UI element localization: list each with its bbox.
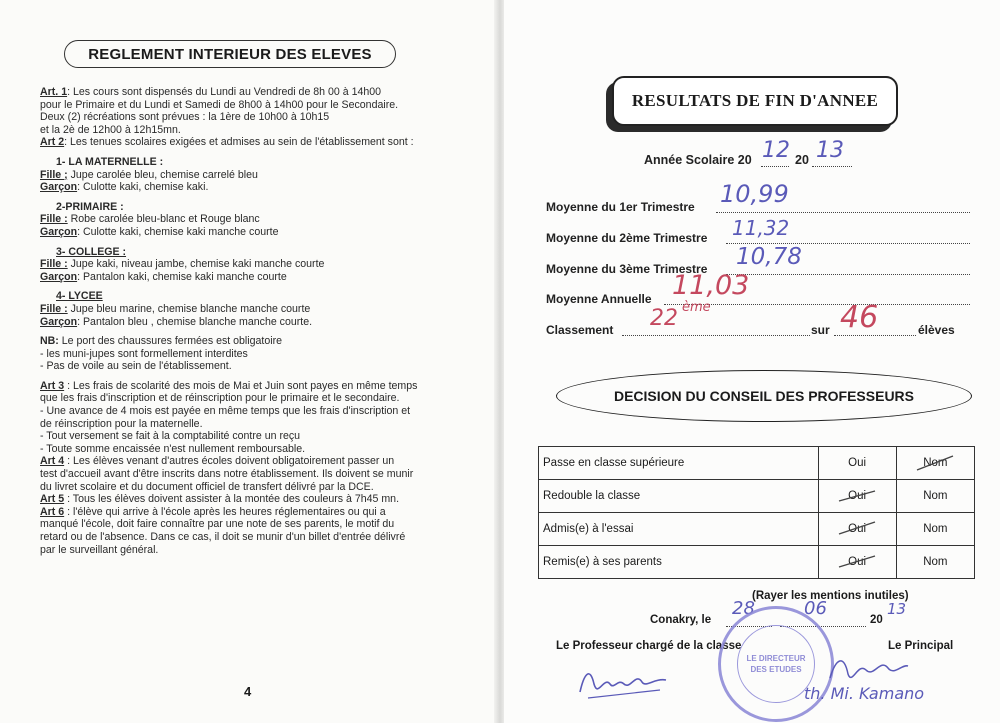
- art1-line: pour le Primaire et du Lundi et Samedi de 8h00 à 14h00 pour le Secondaire.: [40, 98, 399, 111]
- dotted-line: [716, 212, 970, 213]
- moyenne-3-value: 10,78: [736, 244, 802, 270]
- art5-text: : Tous les élèves doivent assister à la montée des couleurs à 7h45 mn.: [64, 493, 400, 506]
- results-title: RESULTATS DE FIN D'ANNEE: [612, 76, 898, 126]
- fille-line: [40, 303, 480, 316]
- option-oui[interactable]: [818, 480, 896, 513]
- art2-text: : Les tenues scolaires exigées et admises au sein de l'établissement sont :: [64, 136, 414, 149]
- sur-label: sur: [811, 323, 830, 337]
- art4-line: du livret scolaire et du document officiel de transfert délivré par la DCE.: [40, 480, 374, 493]
- strike-mark: [837, 553, 877, 571]
- section-primaire: 2-PRIMAIRE :: [56, 200, 124, 213]
- rules-body: [40, 86, 480, 556]
- decision-table: [538, 446, 975, 579]
- dotted-line: [761, 166, 789, 167]
- dotted-line: [726, 274, 970, 275]
- moyenne-1-label: Moyenne du 1er Trimestre: [546, 200, 695, 214]
- art6-label: Art 6: [40, 505, 65, 518]
- official-stamp: [718, 606, 834, 722]
- art5-label: Art 5: [40, 493, 65, 506]
- garcon-label: Garçon: [40, 181, 78, 194]
- nb-line: [40, 335, 480, 348]
- art3-line: - Toute somme encaissée n'est nullement remboursable.: [40, 442, 306, 455]
- garcon-text: : Culotte kaki, chemise kaki.: [77, 181, 209, 194]
- fille-label: Fille ;: [40, 168, 68, 181]
- stamp-line: LE DIRECTEUR: [746, 654, 806, 663]
- fille-line: [40, 213, 480, 226]
- moyenne-2-label: Moyenne du 2ème Trimestre: [546, 231, 708, 245]
- art3-line: - Tout versement se fait à la comptabilité contre un reçu: [40, 430, 301, 443]
- non-text: Nom: [923, 457, 948, 469]
- garcon-label: Garçon: [40, 315, 78, 328]
- section-lycee: 4- LYCEE: [56, 290, 103, 303]
- annee-scolaire-label: Année Scolaire 20: [644, 153, 752, 167]
- art6-line: retard ou de l'absence. Dans ce cas, il doit se munir d'un billet d'entrée délivré: [40, 531, 406, 543]
- option-non[interactable]: [896, 447, 974, 480]
- classement-label: Classement: [546, 323, 614, 337]
- art2: [40, 136, 480, 149]
- principal-signature: [822, 648, 912, 688]
- moyenne-2-value: 11,32: [732, 216, 790, 240]
- art6-line: : l'élève qui arrive à l'école après les heures réglementaires ou qui a: [64, 505, 386, 518]
- art3-line: : Les frais de scolarité des mois de Mai et Juin sont payes en même temps: [64, 379, 418, 392]
- art1-label: Art. 1: [40, 86, 68, 98]
- option-non[interactable]: [896, 480, 974, 513]
- eleves-label: élèves: [918, 323, 955, 337]
- fille-label: Fille :: [40, 213, 68, 226]
- dotted-line: [834, 335, 916, 336]
- fille-label: Fille :: [40, 302, 68, 315]
- dotted-line: [622, 335, 810, 336]
- rayer-mentions: (Rayer les mentions inutiles): [752, 590, 909, 602]
- fille-text: Jupe bleu marine, chemise blanche manche courte: [67, 302, 311, 315]
- moyenne-1-value: 10,99: [720, 180, 789, 208]
- professeur-label: Le Professeur chargé de la classe: [556, 640, 742, 652]
- garcon-text: : Pantalon kaki, chemise kaki manche courte: [77, 270, 287, 283]
- garcon-text: : Culotte kaki, chemise kaki manche courte: [77, 225, 279, 238]
- art3-line: que les frais d'inscription et de réinscription pour le primaire et le secondaire.: [40, 392, 400, 405]
- fille-line: [40, 258, 480, 271]
- art6-line: manqué l'école, doit faire connaître par une note de ses parents, le motif du: [40, 518, 395, 531]
- garcon-label: Garçon: [40, 270, 78, 283]
- strike-mark: [837, 487, 877, 505]
- table-row: [539, 513, 975, 546]
- table-row: [539, 480, 975, 513]
- right-page: [504, 0, 1000, 723]
- art4-label: Art 4: [40, 455, 65, 468]
- decision-label: Admis(e) à l'essai: [539, 513, 819, 546]
- lieu-label: Conakry, le: [650, 614, 712, 626]
- decision-label: Redouble la classe: [539, 480, 819, 513]
- garcon-label: Garçon: [40, 225, 78, 238]
- classement-suffix: ème: [682, 300, 711, 315]
- date-month: 06: [804, 598, 827, 619]
- art3-line: - Une avance de 4 mois est payée en même temps que les frais d'inscription et: [40, 405, 411, 418]
- option-oui[interactable]: [818, 447, 896, 480]
- art6-line: par le surveillant général.: [40, 543, 159, 556]
- art1: [40, 86, 480, 99]
- garcon-line: [40, 271, 480, 284]
- moyenne-3-label: Moyenne du 3ème Trimestre: [546, 262, 708, 276]
- option-oui[interactable]: [818, 513, 896, 546]
- fille-text: Jupe carolée bleu, chemise carrelé bleu: [67, 168, 258, 181]
- art3-label: Art 3: [40, 379, 65, 392]
- garcon-line: [40, 226, 480, 239]
- strike-mark: [837, 520, 877, 538]
- sur-value: 46: [840, 300, 879, 335]
- art4-line: : Les élèves venant d'autres écoles doivent obligatoirement passer un: [64, 455, 395, 468]
- oui-text: Oui: [848, 457, 867, 469]
- decision-title: DECISION DU CONSEIL DES PROFESSEURS: [556, 370, 972, 422]
- non-text: Nom: [923, 490, 948, 502]
- art1-line: : Les cours sont dispensés du Lundi au Vendredi de 8h 00 à 14h00: [67, 86, 382, 98]
- art4: [40, 455, 480, 468]
- fille-label: Fille :: [40, 258, 68, 271]
- page-number: 4: [244, 684, 252, 699]
- date-day: 28: [732, 598, 755, 619]
- oui-text: Oui: [848, 556, 867, 568]
- non-text: Nom: [923, 556, 948, 568]
- left-page: [0, 0, 496, 723]
- date-year-prefix: 20: [870, 614, 883, 626]
- principal-label: Le Principal: [888, 640, 954, 652]
- art3: [40, 380, 480, 393]
- non-text: Nom: [923, 523, 948, 535]
- table-row: [539, 447, 975, 480]
- oui-text: Oui: [848, 490, 867, 502]
- table-row: [539, 546, 975, 579]
- art3-line: de réinscription pour la maternelle.: [40, 417, 203, 430]
- option-non[interactable]: [896, 513, 974, 546]
- garcon-line: [40, 316, 480, 329]
- annee-end-handwritten: 13: [816, 138, 844, 163]
- art4-line: test d'accueil avant d'être inscrits dans notre établissement. Ils doivent se munir: [40, 468, 414, 481]
- stamp-line: DES ETUDES: [750, 665, 802, 674]
- annee-sep: 20: [795, 153, 809, 167]
- art6: [40, 506, 480, 519]
- option-non[interactable]: [896, 546, 974, 579]
- option-oui[interactable]: [818, 546, 896, 579]
- nb-label: NB:: [40, 335, 59, 348]
- principal-signature-name: th. Mi. Kamano: [804, 684, 925, 703]
- fille-line: [40, 169, 480, 182]
- nb-text: - Pas de voile au sein de l'établissement.: [40, 360, 232, 373]
- decision-label: Passe en classe supérieure: [539, 447, 819, 480]
- art2-label: Art 2: [40, 136, 65, 149]
- rules-title: REGLEMENT INTERIEUR DES ELEVES: [64, 40, 396, 68]
- professor-signature: [574, 654, 674, 704]
- dotted-line: [812, 166, 852, 167]
- nb-text: - les muni-jupes sont formellement interdites: [40, 347, 248, 360]
- art1-line: et la 2è de 12h00 à 12h15mn.: [40, 123, 181, 136]
- moyenne-annuelle-value: 11,03: [672, 270, 750, 301]
- garcon-text: : Pantalon bleu , chemise blanche manche courte.: [77, 315, 313, 328]
- oui-text: Oui: [848, 523, 867, 535]
- section-maternelle: 1- LA MATERNELLE :: [56, 155, 164, 168]
- art1-line: Deux (2) récréations sont prévues : la 1ère de 10h00 à 10h15: [40, 111, 330, 124]
- nb-text: Le port des chaussures fermées est obligatoire: [58, 335, 283, 348]
- garcon-line: [40, 181, 480, 194]
- moyenne-annuelle-label: Moyenne Annuelle: [546, 292, 652, 306]
- strike-mark: [915, 454, 955, 472]
- date-year: 13: [887, 600, 907, 618]
- fille-text: Robe carolée bleu-blanc et Rouge blanc: [67, 213, 260, 226]
- decision-label: Remis(e) à ses parents: [539, 546, 819, 579]
- art5: [40, 493, 480, 506]
- annee-start-handwritten: 12: [762, 138, 790, 163]
- fille-text: Jupe kaki, niveau jambe, chemise kaki manche courte: [67, 258, 325, 271]
- section-college: 3- COLLEGE :: [56, 245, 127, 258]
- classement-value: 22: [650, 306, 678, 331]
